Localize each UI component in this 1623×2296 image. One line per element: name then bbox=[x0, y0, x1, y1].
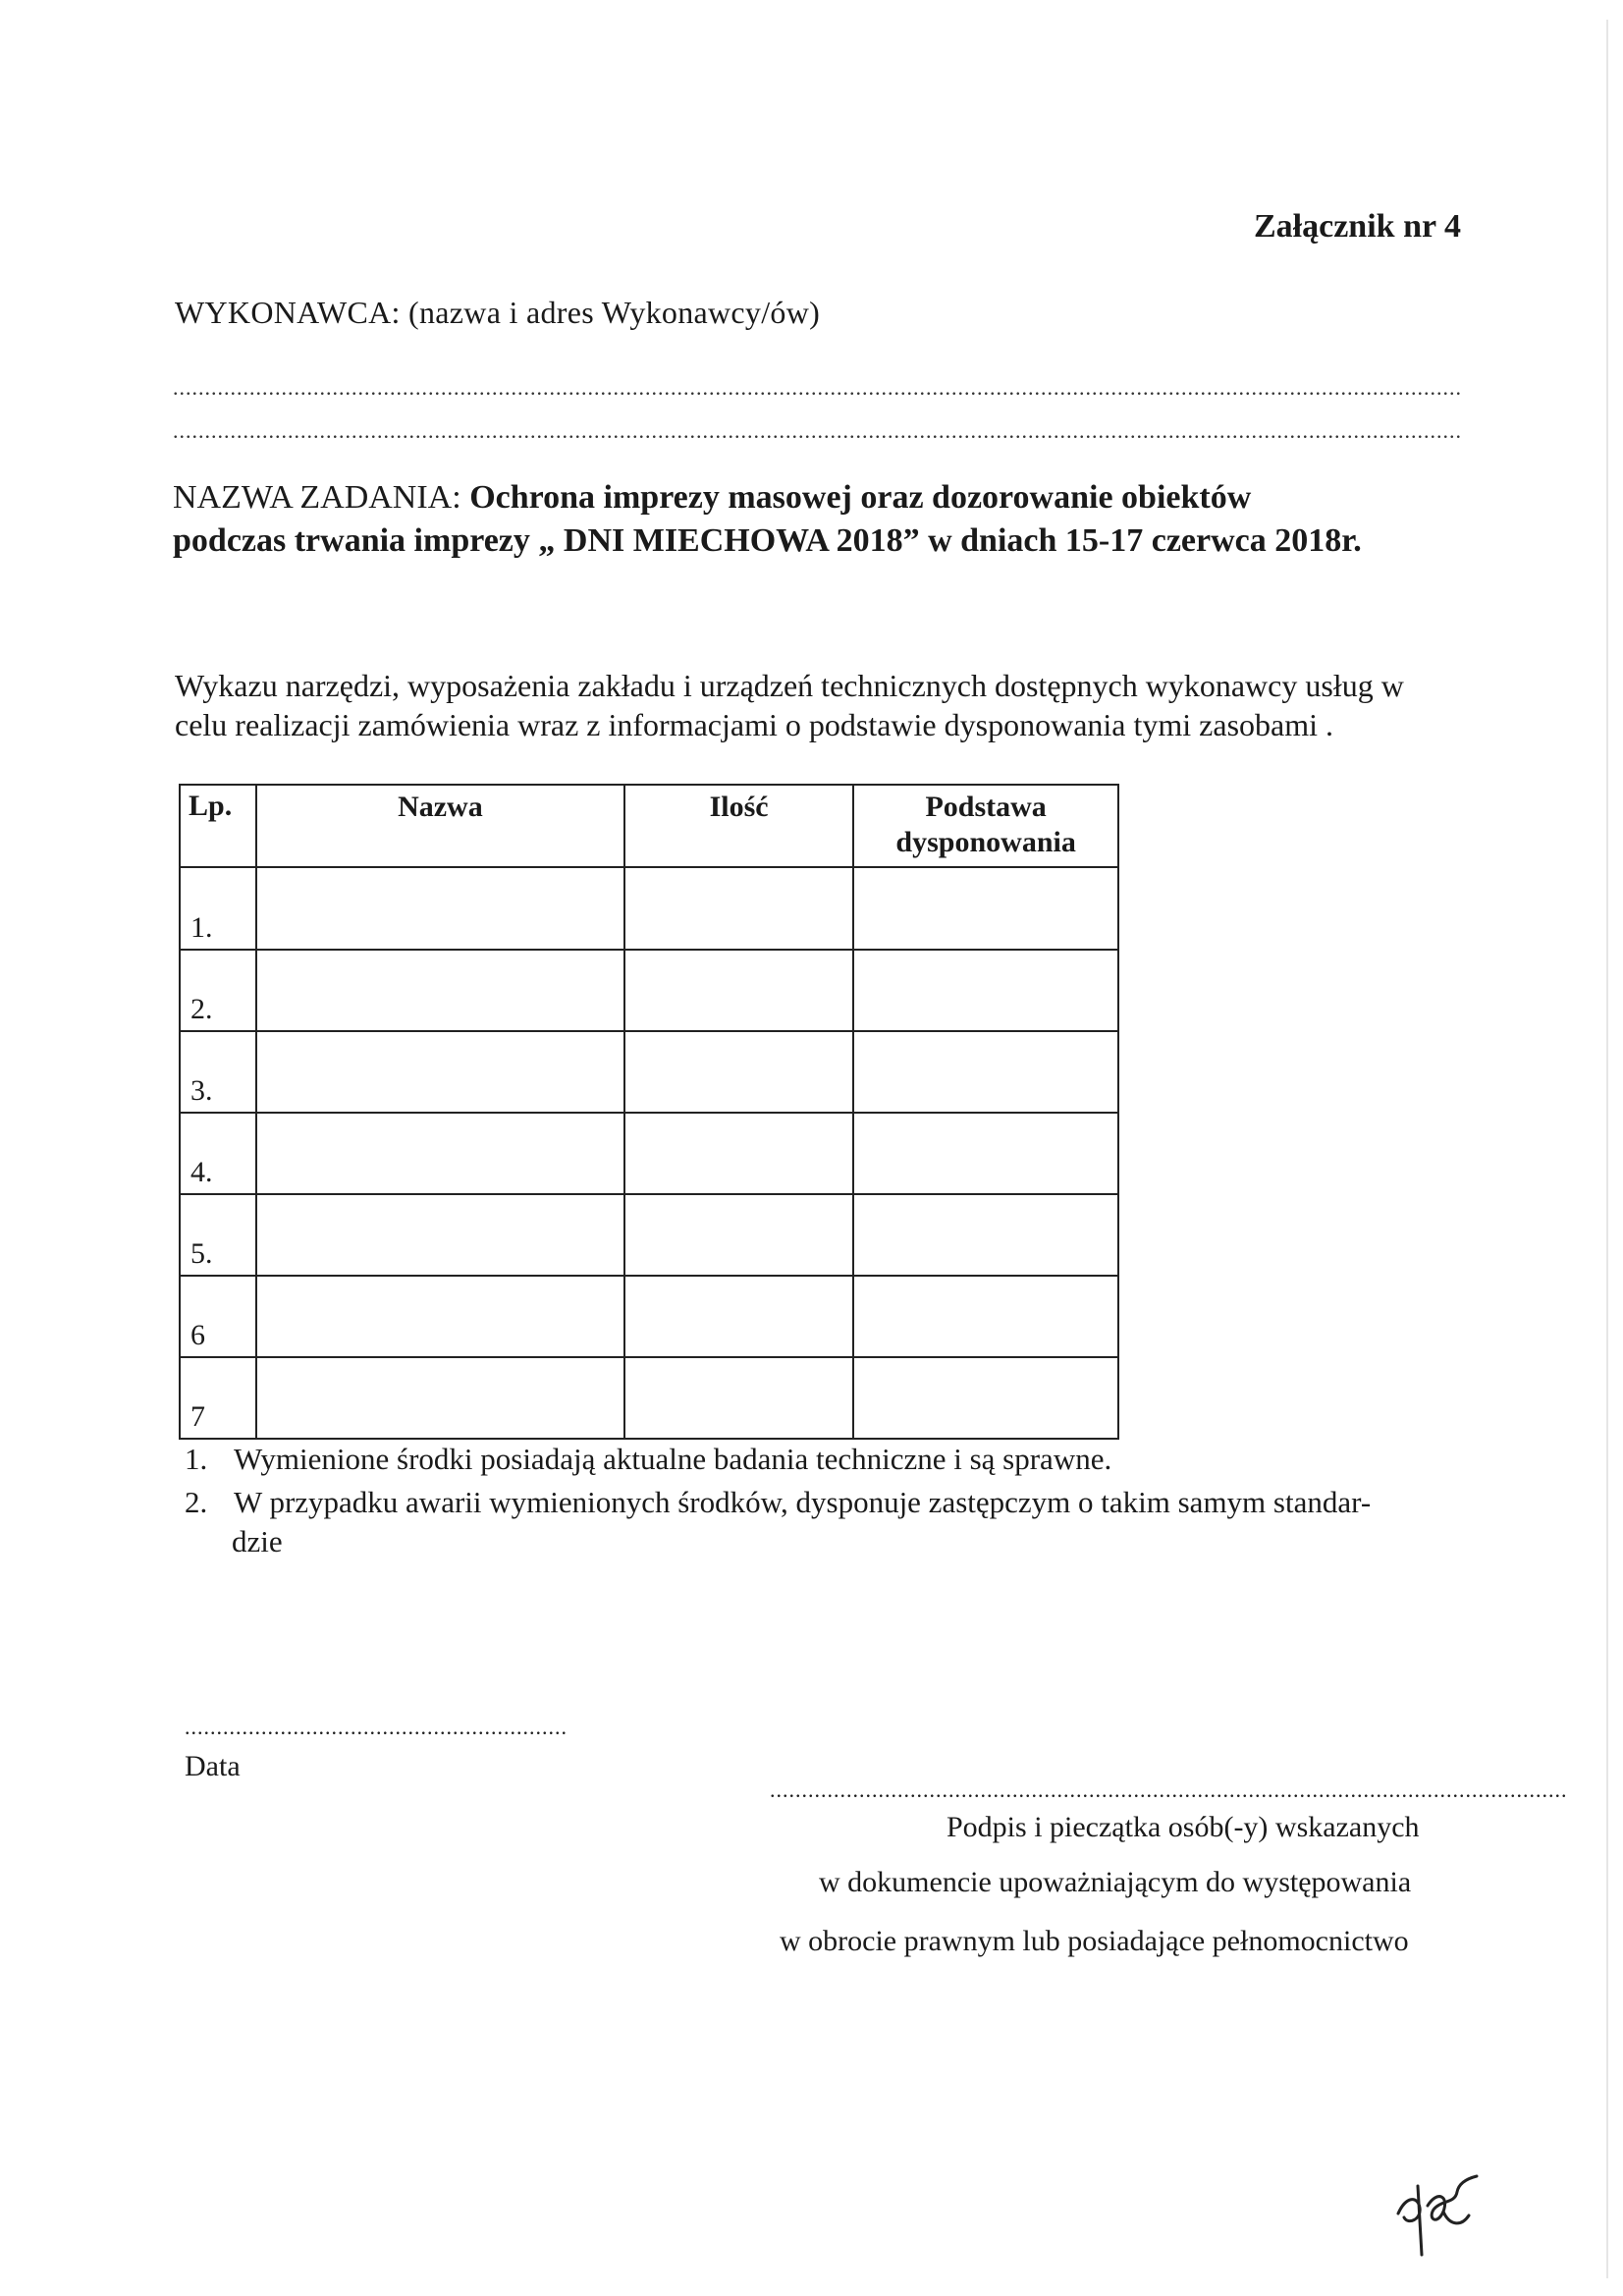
task-title-1: Ochrona imprezy masowej oraz dozorowanie obiektów bbox=[469, 479, 1252, 516]
signature-caption-2: w dokumencie upoważniającym do występowania bbox=[819, 1866, 1412, 1898]
description-line-1: Wykazu narzędzi, wyposażenia zakładu i urządzeń technicznych dostępnych wykonawcy usług w bbox=[175, 668, 1404, 703]
equipment-table bbox=[179, 784, 1119, 1440]
row-lp: 3. bbox=[180, 1031, 256, 1113]
table-row bbox=[180, 1031, 1118, 1113]
row-lp: 6 bbox=[180, 1276, 256, 1357]
cell-name[interactable] bbox=[256, 867, 624, 950]
cell-qty[interactable] bbox=[624, 867, 853, 950]
handwritten-paraph-icon bbox=[1379, 2157, 1487, 2265]
task-title-2: podczas trwania imprezy „ DNI MIECHOWA 2018” w dniach 15-17 czerwca 2018r. bbox=[173, 522, 1362, 559]
note-2: 2. W przypadku awarii wymienionych środków, dysponuje zastępczym o takim samym standar- bbox=[185, 1485, 1372, 1519]
signature-caption-1: Podpis i pieczątka osób(-y) wskazanych bbox=[947, 1811, 1420, 1843]
cell-basis[interactable] bbox=[853, 1276, 1118, 1357]
signature-caption-3: w obrocie prawnym lub posiadające pełnomocnictwo bbox=[780, 1925, 1409, 1957]
cell-name[interactable] bbox=[256, 1031, 624, 1113]
cell-basis[interactable] bbox=[853, 950, 1118, 1031]
row-lp: 1. bbox=[180, 867, 256, 950]
cell-qty[interactable] bbox=[624, 950, 853, 1031]
cell-basis[interactable] bbox=[853, 1113, 1118, 1194]
table-row bbox=[180, 1357, 1118, 1439]
table-row bbox=[180, 1276, 1118, 1357]
cell-basis[interactable] bbox=[853, 1031, 1118, 1113]
task-label: NAZWA ZADANIA: bbox=[173, 479, 470, 516]
row-lp: 7 bbox=[180, 1357, 256, 1439]
header-qty: Ilość bbox=[624, 785, 853, 867]
contractor-fill-line-1[interactable]: .......................................................................................................................................................................................................... bbox=[173, 375, 1462, 400]
scan-edge-line bbox=[1606, 20, 1608, 2278]
cell-basis[interactable] bbox=[853, 1194, 1118, 1276]
note-1: 1. Wymienione środki posiadają aktualne badania techniczne i są sprawne. bbox=[185, 1442, 1112, 1476]
description-line-2: celu realizacji zamówienia wraz z informacjami o podstawie dysponowania tymi zasobami . bbox=[175, 707, 1333, 742]
row-lp: 5. bbox=[180, 1194, 256, 1276]
attachment-number: Załącznik nr 4 bbox=[1254, 208, 1461, 245]
cell-basis[interactable] bbox=[853, 867, 1118, 950]
row-lp: 2. bbox=[180, 950, 256, 1031]
table-header-row bbox=[180, 785, 1118, 867]
date-label: Data bbox=[185, 1750, 241, 1782]
cell-name[interactable] bbox=[256, 1357, 624, 1439]
cell-qty[interactable] bbox=[624, 1357, 853, 1439]
header-lp: Lp. bbox=[180, 785, 256, 867]
cell-basis[interactable] bbox=[853, 1357, 1118, 1439]
cell-name[interactable] bbox=[256, 950, 624, 1031]
table-row bbox=[180, 1194, 1118, 1276]
table-row bbox=[180, 867, 1118, 950]
cell-name[interactable] bbox=[256, 1276, 624, 1357]
cell-qty[interactable] bbox=[624, 1113, 853, 1194]
cell-name[interactable] bbox=[256, 1113, 624, 1194]
header-basis: Podstawa dysponowania bbox=[853, 785, 1118, 867]
cell-qty[interactable] bbox=[624, 1276, 853, 1357]
table-row bbox=[180, 950, 1118, 1031]
contractor-fill-line-2[interactable]: .......................................................................................................................................................................................................... bbox=[173, 418, 1462, 443]
date-fill-line[interactable]: ............................................................ bbox=[185, 1715, 568, 1739]
signature-fill-line[interactable]: ............................................................................................................................. bbox=[770, 1777, 1568, 1802]
cell-qty[interactable] bbox=[624, 1194, 853, 1276]
contractor-label: WYKONAWCA: (nazwa i adres Wykonawcy/ów) bbox=[175, 295, 821, 330]
table-row bbox=[180, 1113, 1118, 1194]
header-name: Nazwa bbox=[256, 785, 624, 867]
cell-qty[interactable] bbox=[624, 1031, 853, 1113]
cell-name[interactable] bbox=[256, 1194, 624, 1276]
task-name-line-1 bbox=[173, 479, 1251, 517]
row-lp: 4. bbox=[180, 1113, 256, 1194]
note-2-continuation: dzie bbox=[232, 1524, 283, 1558]
